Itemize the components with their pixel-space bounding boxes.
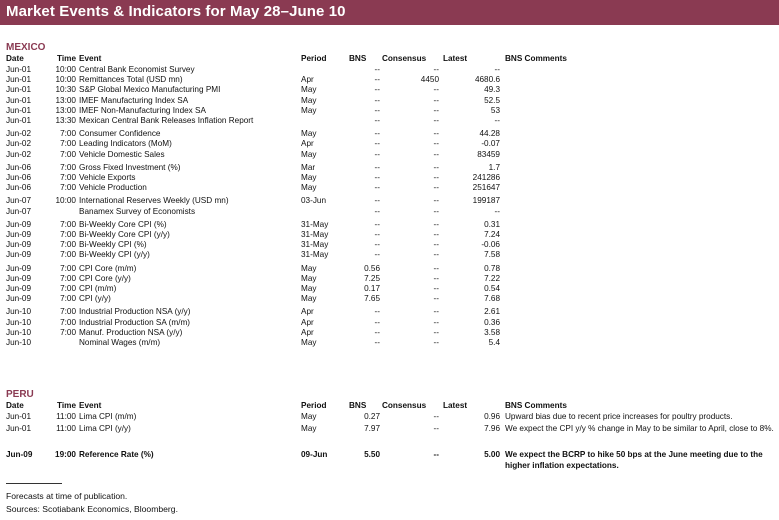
cell-consensus: -- — [433, 183, 439, 193]
cell-period: 31-May — [301, 240, 329, 250]
cell-period: May — [301, 263, 317, 273]
cell-period: May — [301, 273, 317, 283]
cell-bns: -- — [374, 240, 380, 250]
cell-bns: -- — [374, 307, 380, 317]
cell-period: May — [301, 424, 317, 433]
cell-date: Jun-10 — [6, 338, 32, 347]
cell-period: May — [301, 173, 317, 182]
column-header-time: Time — [57, 401, 76, 410]
cell-event: Lima CPI (m/m) — [79, 412, 137, 421]
cell-bns: -- — [374, 105, 380, 115]
cell-time: 7:00 — [60, 284, 76, 293]
table-header-peru — [0, 400, 779, 411]
cell-bns: -- — [374, 85, 380, 95]
table-row — [0, 149, 779, 160]
cell-event: Banamex Survey of Economists — [79, 206, 196, 216]
cell-event: Vehicle Production — [79, 183, 147, 193]
cell-bns: 7.25 — [364, 273, 380, 283]
cell-consensus: -- — [433, 105, 439, 115]
cell-time: 7:00 — [60, 162, 76, 172]
cell-consensus: -- — [433, 95, 439, 105]
cell-bns: -- — [374, 65, 380, 74]
cell-bns: -- — [374, 230, 380, 239]
cell-period: May — [301, 338, 317, 347]
cell-latest: 7.68 — [484, 294, 500, 304]
cell-time: 19:00 — [55, 450, 76, 459]
cell-consensus: -- — [433, 196, 439, 206]
cell-time: 11:00 — [56, 424, 76, 433]
table-row — [0, 337, 779, 348]
cell-consensus: -- — [433, 162, 439, 172]
cell-latest: 251647 — [472, 183, 500, 193]
cell-bns: -- — [374, 183, 380, 193]
cell-latest: 4680.6 — [474, 75, 500, 85]
cell-consensus: -- — [433, 230, 439, 239]
cell-time: 7:00 — [60, 173, 76, 182]
cell-period: May — [301, 85, 317, 95]
cell-bns: 0.56 — [364, 263, 380, 273]
cell-latest: 0.36 — [484, 317, 500, 327]
cell-latest: -0.07 — [481, 139, 500, 149]
cell-bns: -- — [374, 317, 380, 327]
cell-latest: -- — [494, 65, 500, 74]
cell-time: 10:30 — [55, 85, 76, 95]
cell-date: Jun-01 — [6, 85, 32, 95]
cell-time: 7:00 — [60, 317, 76, 327]
cell-bns: -- — [374, 196, 380, 206]
table-row — [0, 206, 779, 217]
footnote-sources: Sources: Scotiabank Economics, Bloomberg. — [6, 504, 178, 514]
cell-period: 31-May — [301, 230, 329, 239]
page-title: Market Events & Indicators for May 28–June 10 — [6, 3, 346, 20]
column-header-latest: Latest — [443, 401, 468, 410]
cell-period: Apr — [301, 139, 314, 149]
cell-latest: -- — [494, 116, 500, 125]
cell-latest: 7.58 — [484, 250, 500, 260]
cell-time: 7:00 — [60, 183, 76, 193]
cell-consensus: -- — [433, 338, 439, 347]
cell-bns: 0.27 — [364, 412, 380, 421]
cell-latest: 5.00 — [484, 450, 500, 459]
cell-consensus: -- — [433, 250, 439, 260]
cell-time: 7:00 — [60, 149, 76, 159]
table-row — [0, 115, 779, 126]
cell-date: Jun-07 — [6, 206, 32, 216]
cell-time: 10:00 — [55, 75, 76, 85]
cell-time: 7:00 — [60, 139, 76, 149]
cell-latest: 44.28 — [479, 129, 500, 139]
cell-time: 7:00 — [60, 129, 76, 139]
cell-date: Jun-06 — [6, 183, 32, 193]
column-header-event: Event — [79, 54, 102, 63]
cell-bns: -- — [374, 250, 380, 260]
cell-time: 7:00 — [60, 250, 76, 260]
cell-period: May — [301, 183, 317, 193]
cell-event: Gross Fixed Investment (%) — [79, 162, 181, 172]
cell-bns: 5.50 — [364, 450, 380, 459]
cell-latest: 7.24 — [484, 230, 500, 239]
table-header-mexico — [0, 53, 779, 64]
column-header-consensus: Consensus — [382, 54, 427, 63]
cell-time: 10:00 — [55, 196, 76, 206]
cell-date: Jun-01 — [6, 105, 32, 115]
cell-bns: -- — [374, 75, 380, 85]
cell-date: Jun-10 — [6, 307, 32, 317]
cell-event: CPI Core (y/y) — [79, 273, 131, 283]
cell-bns: -- — [374, 139, 380, 149]
cell-time: 11:00 — [56, 412, 76, 421]
cell-date: Jun-09 — [6, 450, 33, 459]
cell-time: 7:00 — [60, 219, 76, 229]
column-header-comments: BNS Comments — [505, 54, 567, 63]
cell-bns: -- — [374, 162, 380, 172]
cell-period: May — [301, 284, 317, 293]
cell-date: Jun-01 — [6, 424, 32, 433]
cell-time: 13:30 — [55, 116, 76, 125]
cell-date: Jun-01 — [6, 65, 32, 74]
footnote-forecasts: Forecasts at time of publication. — [6, 491, 128, 501]
cell-date: Jun-06 — [6, 162, 32, 172]
cell-time: 13:00 — [55, 95, 76, 105]
cell-consensus: -- — [433, 116, 439, 125]
table-row — [0, 182, 779, 193]
cell-date: Jun-09 — [6, 250, 32, 260]
cell-event: CPI (y/y) — [79, 294, 111, 304]
cell-event: CPI Core (m/m) — [79, 263, 137, 273]
cell-latest: 83459 — [477, 149, 500, 159]
cell-bns: -- — [374, 116, 380, 125]
cell-date: Jun-09 — [6, 284, 32, 293]
cell-consensus: -- — [433, 284, 439, 293]
cell-latest: 5.4 — [488, 338, 500, 347]
cell-consensus: -- — [433, 65, 439, 74]
cell-event: Bi-Weekly CPI (y/y) — [79, 250, 150, 260]
cell-period: May — [301, 294, 317, 304]
cell-time: 7:00 — [60, 273, 76, 283]
cell-latest: 1.7 — [488, 162, 500, 172]
cell-bns: -- — [374, 327, 380, 337]
cell-bns: -- — [374, 95, 380, 105]
cell-time: 7:00 — [60, 263, 76, 273]
cell-date: Jun-10 — [6, 317, 32, 327]
cell-consensus: -- — [433, 129, 439, 139]
cell-bns: -- — [374, 173, 380, 182]
cell-consensus: -- — [433, 219, 439, 229]
cell-bns: 0.17 — [364, 284, 380, 293]
column-header-consensus: Consensus — [382, 401, 427, 410]
column-header-bns: BNS — [349, 401, 367, 410]
cell-event: Consumer Confidence — [79, 129, 161, 139]
cell-bns: -- — [374, 129, 380, 139]
cell-bns: -- — [374, 219, 380, 229]
cell-event: Bi-Weekly Core CPI (y/y) — [79, 230, 170, 239]
column-header-date: Date — [6, 54, 24, 63]
cell-time: 7:00 — [60, 230, 76, 239]
cell-date: Jun-02 — [6, 139, 32, 149]
cell-date: Jun-10 — [6, 327, 32, 337]
cell-bns: 7.97 — [364, 424, 380, 433]
cell-latest: 0.54 — [484, 284, 500, 293]
table-row — [0, 449, 779, 470]
cell-consensus: -- — [433, 149, 439, 159]
cell-time: 7:00 — [60, 327, 76, 337]
table-row — [0, 249, 779, 260]
cell-bns: -- — [374, 206, 380, 216]
cell-period: May — [301, 95, 317, 105]
cell-event: S&P Global Mexico Manufacturing PMI — [79, 85, 221, 95]
cell-comments: We expect the BCRP to hike 50 bps at the June meeting due to the higher inflation expectations. — [505, 450, 763, 470]
cell-event: Lima CPI (y/y) — [79, 424, 131, 433]
table-row — [0, 293, 779, 304]
cell-period: May — [301, 105, 317, 115]
cell-consensus: -- — [433, 317, 439, 327]
cell-event: Nominal Wages (m/m) — [79, 338, 161, 347]
cell-period: 31-May — [301, 219, 329, 229]
cell-period: 31-May — [301, 250, 329, 260]
cell-event: Remittances Total (USD mn) — [79, 75, 183, 85]
cell-period: Apr — [301, 75, 314, 85]
cell-period: Mar — [301, 162, 316, 172]
cell-consensus: -- — [433, 85, 439, 95]
section-heading-mexico: MEXICO — [6, 42, 46, 53]
cell-consensus: -- — [433, 424, 439, 433]
cell-latest: 0.31 — [484, 219, 500, 229]
cell-consensus: -- — [433, 173, 439, 182]
cell-bns: -- — [374, 338, 380, 347]
cell-date: Jun-01 — [6, 412, 32, 421]
cell-period: 09-Jun — [301, 450, 328, 459]
cell-date: Jun-09 — [6, 294, 32, 304]
cell-time: 7:00 — [60, 294, 76, 304]
cell-time: 7:00 — [60, 240, 76, 250]
cell-time: 13:00 — [55, 105, 76, 115]
cell-latest: 7.22 — [484, 273, 500, 283]
table-row — [0, 411, 779, 422]
cell-date: Jun-07 — [6, 196, 32, 206]
column-header-time: Time — [57, 54, 76, 63]
cell-date: Jun-09 — [6, 230, 32, 239]
cell-event: Bi-Weekly CPI (%) — [79, 240, 147, 250]
cell-date: Jun-09 — [6, 219, 32, 229]
cell-event: Mexican Central Bank Releases Inflation Report — [79, 116, 254, 125]
cell-latest: 49.3 — [484, 85, 500, 95]
cell-event: Vehicle Exports — [79, 173, 136, 182]
cell-period: May — [301, 412, 317, 421]
cell-latest: -0.06 — [481, 240, 500, 250]
cell-consensus: -- — [433, 412, 439, 421]
cell-period: Apr — [301, 327, 314, 337]
cell-date: Jun-09 — [6, 263, 32, 273]
cell-latest: 7.96 — [484, 424, 500, 433]
section-heading-peru: PERU — [6, 389, 34, 400]
cell-latest: 3.58 — [484, 327, 500, 337]
cell-period: May — [301, 129, 317, 139]
cell-consensus: -- — [433, 450, 439, 459]
cell-comments: We expect the CPI y/y % change in May to be similar to April, close to 8%. — [505, 424, 774, 433]
cell-event: Bi-Weekly Core CPI (%) — [79, 219, 167, 229]
cell-latest: 0.96 — [484, 412, 500, 421]
cell-date: Jun-09 — [6, 240, 32, 250]
cell-period: Apr — [301, 307, 314, 317]
cell-consensus: -- — [433, 273, 439, 283]
cell-event: CPI (m/m) — [79, 284, 117, 293]
column-header-event: Event — [79, 401, 102, 410]
cell-time: 10:00 — [55, 65, 76, 74]
cell-date: Jun-01 — [6, 95, 32, 105]
cell-bns: -- — [374, 149, 380, 159]
column-header-bns: BNS — [349, 54, 367, 63]
cell-event: Central Bank Economist Survey — [79, 65, 195, 74]
cell-period: May — [301, 149, 317, 159]
cell-latest: -- — [494, 206, 500, 216]
cell-latest: 0.78 — [484, 263, 500, 273]
column-header-comments: BNS Comments — [505, 401, 567, 410]
cell-consensus: -- — [433, 294, 439, 304]
cell-event: Manuf. Production NSA (y/y) — [79, 327, 183, 337]
cell-consensus: -- — [433, 139, 439, 149]
column-header-date: Date — [6, 401, 24, 410]
cell-latest: 52.5 — [484, 95, 500, 105]
cell-period: 03-Jun — [301, 196, 327, 206]
footnote-divider — [6, 483, 62, 484]
cell-consensus: -- — [433, 307, 439, 317]
cell-consensus: -- — [433, 206, 439, 216]
cell-time: 7:00 — [60, 307, 76, 317]
cell-event: Reference Rate (%) — [79, 450, 154, 459]
cell-latest: 2.61 — [484, 307, 500, 317]
cell-period: Apr — [301, 317, 314, 327]
column-header-period: Period — [301, 401, 327, 410]
cell-event: IMEF Manufacturing Index SA — [79, 95, 189, 105]
column-header-period: Period — [301, 54, 327, 63]
cell-comments: Upward bias due to recent price increases for poultry products. — [505, 412, 733, 421]
cell-event: Leading Indicators (MoM) — [79, 139, 172, 149]
cell-event: IMEF Non-Manufacturing Index SA — [79, 105, 206, 115]
table-row — [0, 423, 779, 434]
cell-event: International Reserves Weekly (USD mn) — [79, 196, 229, 206]
cell-event: Vehicle Domestic Sales — [79, 149, 165, 159]
title-banner — [0, 0, 779, 25]
cell-consensus: -- — [433, 240, 439, 250]
cell-latest: 53 — [490, 105, 500, 115]
cell-consensus: -- — [433, 263, 439, 273]
cell-date: Jun-02 — [6, 149, 32, 159]
cell-date: Jun-02 — [6, 129, 32, 139]
cell-event: Industrial Production SA (m/m) — [79, 317, 191, 327]
cell-date: Jun-09 — [6, 273, 32, 283]
cell-event: Industrial Production NSA (y/y) — [79, 307, 191, 317]
cell-latest: 241286 — [472, 173, 500, 182]
cell-consensus: 4450 — [420, 75, 439, 85]
column-header-latest: Latest — [443, 54, 468, 63]
cell-date: Jun-01 — [6, 116, 32, 125]
cell-date: Jun-06 — [6, 173, 32, 182]
cell-consensus: -- — [433, 327, 439, 337]
cell-bns: 7.65 — [364, 294, 380, 304]
cell-date: Jun-01 — [6, 75, 32, 85]
cell-latest: 199187 — [472, 196, 500, 206]
